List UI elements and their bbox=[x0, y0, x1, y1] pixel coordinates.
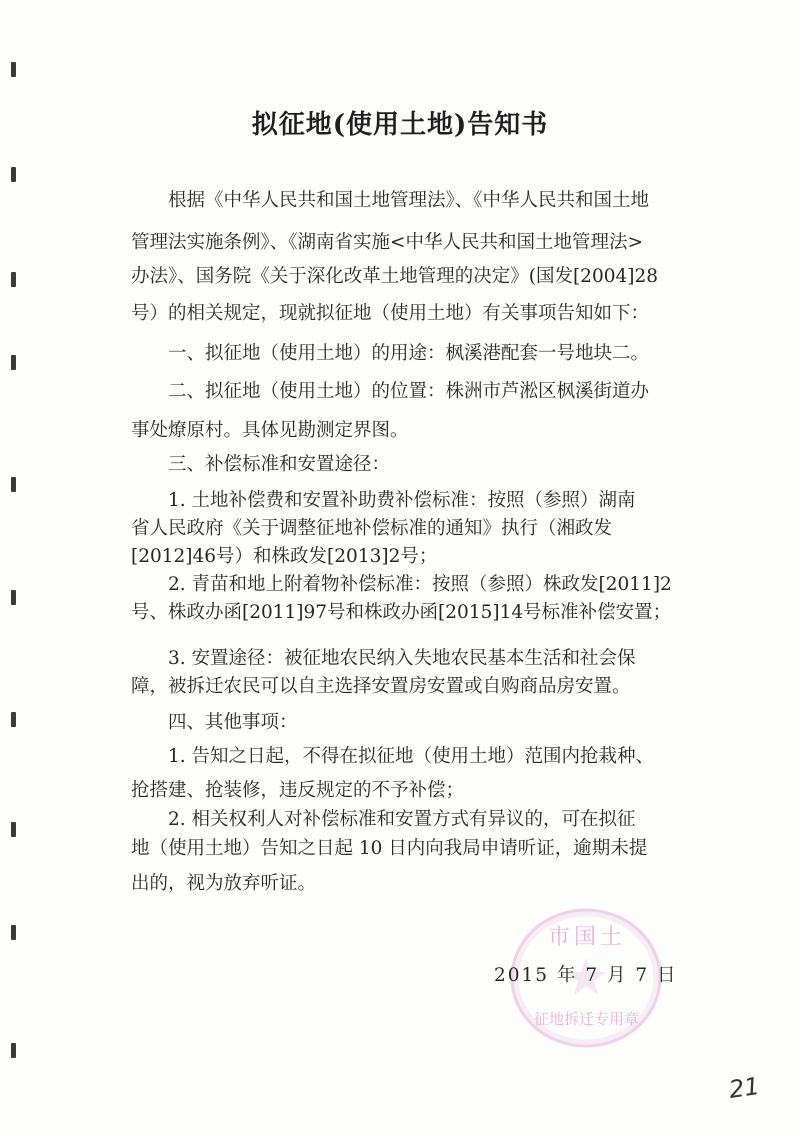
seal-top-text: 市国土 bbox=[547, 925, 626, 950]
binding-mark bbox=[11, 355, 16, 370]
body-line: 事处燎原村。具体见勘测定界图。 bbox=[131, 420, 409, 441]
binding-mark bbox=[11, 590, 16, 605]
body-line: 地（使用土地）告知之日起 10 日内向我局申请听证，逾期未提 bbox=[131, 838, 648, 859]
document-date: 2015 年 7 月 7 日 bbox=[494, 965, 678, 986]
body-line: 四、其他事项： bbox=[168, 712, 298, 733]
binding-mark bbox=[11, 712, 16, 727]
body-line: 1. 告知之日起，不得在拟征地（使用土地）范围内抢栽种、 bbox=[168, 746, 655, 767]
body-line: 二、拟征地（使用土地）的位置：株洲市芦淞区枫溪街道办 bbox=[168, 381, 650, 402]
body-line: 省人民政府《关于调整征地补偿标准的通知》执行（湘政发 bbox=[131, 518, 613, 539]
body-line: 2. 青苗和地上附着物补偿标准：按照（参照）株政发[2011]2 bbox=[168, 574, 672, 595]
body-line: 号）的相关规定，现就拟征地（使用土地）有关事项告知如下： bbox=[131, 303, 650, 324]
binding-mark bbox=[11, 477, 16, 492]
page-number: 21 bbox=[727, 1072, 762, 1104]
body-line: 一、拟征地（使用土地）的用途：枫溪港配套一号地块二。 bbox=[168, 343, 650, 364]
body-line: 管理法实施条例》、《湖南省实施<中华人民共和国土地管理法> bbox=[131, 232, 644, 253]
body-line: [2012]46号）和株政发[2013]2号； bbox=[131, 546, 438, 567]
binding-mark bbox=[11, 1043, 16, 1058]
body-line: 号、株政办函[2011]97号和株政办函[2015]14号标准补偿安置； bbox=[131, 602, 672, 623]
body-line: 三、补偿标准和安置途径： bbox=[168, 454, 391, 475]
body-line: 障，被拆迁农民可以自主选择安置房安置或自购商品房安置。 bbox=[131, 676, 631, 697]
body-line: 出的，视为放弃听证。 bbox=[131, 873, 317, 894]
document-title: 拟征地(使用土地)告知书 bbox=[251, 110, 549, 140]
body-line: 抢搭建、抢装修，违反规定的不予补偿； bbox=[131, 780, 465, 801]
seal-bottom-text: 征地拆迁专用章 bbox=[534, 1010, 640, 1028]
binding-mark bbox=[11, 925, 16, 940]
binding-mark bbox=[11, 62, 16, 77]
binding-mark bbox=[11, 167, 16, 182]
body-line: 3. 安置途径：被征地农民纳入失地农民基本生活和社会保 bbox=[168, 648, 636, 669]
body-line: 1. 土地补偿费和安置补助费补偿标准：按照（参照）湖南 bbox=[168, 490, 636, 511]
binding-mark bbox=[11, 822, 16, 837]
body-line: 根据《中华人民共和国土地管理法》、《中华人民共和国土地 bbox=[168, 190, 650, 211]
binding-mark bbox=[11, 272, 16, 287]
body-line: 办法》、国务院《关于深化改革土地管理的决定》(国发[2004]28 bbox=[131, 266, 659, 287]
body-line: 2. 相关权利人对补偿标准和安置方式有异议的，可在拟征 bbox=[168, 809, 636, 830]
